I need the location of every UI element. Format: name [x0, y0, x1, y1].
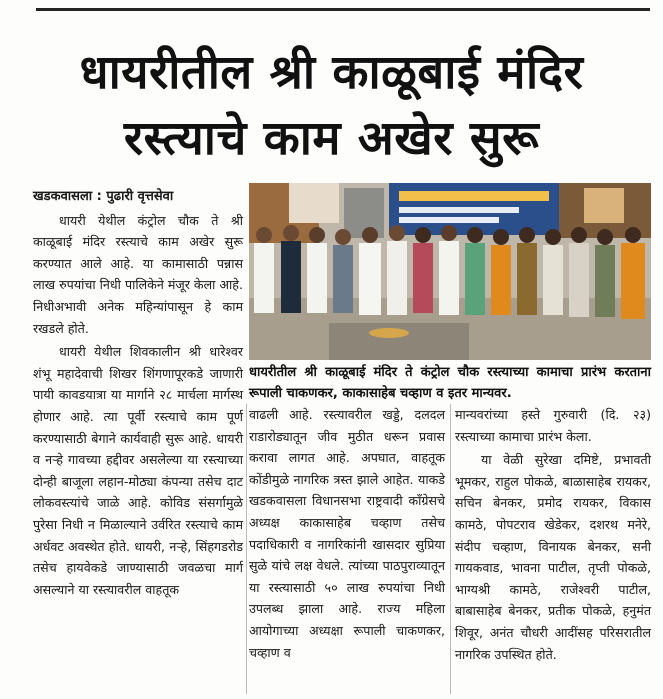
headline-line-2: रस्त्याचे काम अखेर सुरू — [123, 111, 540, 166]
byline: खडकवासला : पुढारी वृत्तसेवा — [33, 189, 174, 204]
article-column-1 — [33, 186, 243, 602]
column-divider — [450, 404, 451, 694]
photo-caption: धायरीतील श्री काळूबाई मंदिर ते कंट्रोल चौक रस्त्याच्या कामाचा प्रारंभ करताना रूपाली चाकणकर, काकासाहेब चव्हाण व इतर मान्यवर. — [249, 365, 651, 401]
news-photo — [249, 183, 651, 360]
headline — [0, 40, 663, 172]
column-divider — [246, 404, 247, 694]
column-1-paragraph-1: धायरी येथील कंट्रोल चौक ते श्री काळूबाई मंदिर रस्त्याचे काम अखेर सुरू करण्यात आले आहे. या कामासाठी पन्नास लाख रुपयांचा निधी पालिकेने मंजूर केला आहे. निधीअभावी अनेक महिन्यांपासून हे काम रखडले होते. — [33, 212, 243, 336]
column-3-paragraph-2: या वेळी सुरेखा दमिष्टे, प्रभावती भूमकर, राहुल पोकळे, बाळासाहेब रायकर, सचिन बेनकर, प्रमोद रायकर, विकास कामठे, पोपटराव खेडेकर, दशरथ मनेरे, संदीप चव्हाण, विनायक बेनकर, सनी गायकवाड, भावना पाटील, तृप्ती पोकळे, भाग्यश्री कामठे, राजेश्वरी पाटील, बाबासाहेब बेनकर, प्रतीक पोकळे, हनुमंत शिवूर, अनंत चौधरी आदींसह परिसरातील नागरिक उपस्थित होते. — [455, 452, 651, 662]
article-column-2 — [249, 404, 445, 665]
column-2-paragraph-1: वाढली आहे. रस्त्यावरील खड्डे, दलदल राडारोड्यातून जीव मुठीत धरून प्रवास करावा लागत आहे. अपघात, वाहतूक कोंडीमुळे नागरिक त्रस्त झाले आहेत. याकडे खडकवासला विधानसभा राष्ट्रवादी काँग्रेसचे अध्यक्ष काकासाहेब चव्हाण तसेच पदाधिकारी व नागरिकांनी खासदार सुप्रिया सुळे यांचे लक्ष वेधले. त्यांच्या पाठपुराव्यातून या रस्त्यासाठी ५० लाख रुपयांचा निधी उपलब्ध झाला आहे. राज्य महिला आयोगाच्या अध्यक्षा रूपाली चाकणकर, चव्हाण व — [249, 407, 445, 660]
news-photo-illustration — [249, 183, 651, 360]
top-rule — [36, 8, 650, 11]
column-3-paragraph-1: मान्यवरांच्या हस्ते गुरुवारी (दि. २३) रस्त्याच्या कामाचा प्रारंभ केला. — [455, 407, 651, 444]
column-1-paragraph-2: धायरी येथील शिवकालीन श्री धारेश्वर शंभू महादेवाची शिखर शिंगणापूरकडे जाणारी पायी कावडयात्रा या मार्गाने २८ मार्चला मार्गस्थ होणार आहे. त्या पूर्वी रस्त्याचे काम पूर्ण करण्यासाठी बेगाने कार्यवाही सुरू आहे. धायरी व नऱ्हे गावच्या हद्दीवर असलेल्या या रस्त्याच्या दोन्ही बाजूला लहान-मोठ्या कंपन्या तसेच दाट लोकवस्त्यांचे जाळे आहे. कोविड संसर्गामुळे पुरेसा निधी न मिळाल्याने उर्वरित रस्त्याचे काम अर्धवट अवस्थेत होते. धायरी, नऱ्हे, सिंहगडरोड तसेच हायवेकडे जाण्यासाठी जवळचा मार्ग असल्याने या रस्त्यावरील वाहतूक — [33, 344, 243, 597]
headline-line-1: धायरीतील श्री काळूबाई मंदिर — [79, 45, 584, 100]
article-column-3 — [455, 404, 651, 667]
